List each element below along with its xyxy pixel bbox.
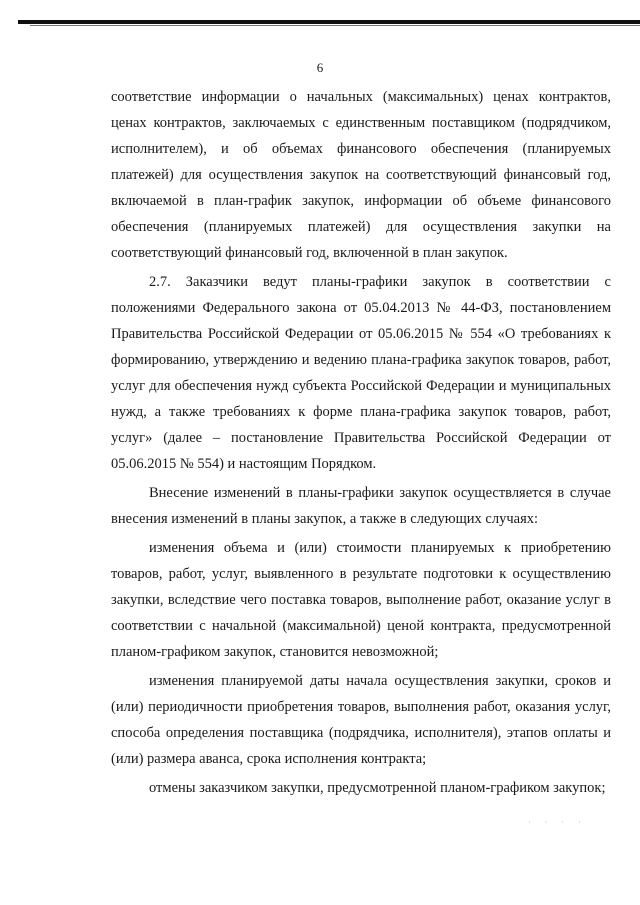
scan-noise: · · · · xyxy=(528,818,587,827)
document-body xyxy=(111,84,611,801)
scan-top-edge xyxy=(18,20,640,24)
paragraph-cancellation: отмены заказчиком закупки, предусмотренной планом-графиком закупок; xyxy=(149,780,606,796)
paragraph-amendments: Внесение изменений в планы-графики закупок осуществляется в случае внесения изменений в планы закупок, а также в следующих случаях: xyxy=(111,485,611,527)
paragraph-date-change: изменения планируемой даты начала осуществления закупки, сроков и (или) периодичности приобретения товаров, выполнения работ, оказания услуг, способа определения поставщика (подрядчика, исполнителя), этапов оплаты и (или) размера аванса, срока исполнения контракта; xyxy=(111,673,611,767)
paragraph-volume-change: изменения объема и (или) стоимости планируемых к приобретению товаров, работ, услуг, выявленного в результате подготовки к осуществлению закупки, вследствие чего поставка товаров, выполнение работ, оказание услуг в соответствии с начальной (максимальной) ценой контракта, предусмотренной планом-графиком закупок, становится невозможной; xyxy=(111,540,611,660)
scan-edge-shadow xyxy=(30,25,640,26)
paragraph-financing-info: соответствие информации о начальных (максимальных) ценах контрактов, ценах контрактов, заключаемых с единственным поставщиком (подрядчиком, исполнителем), и об объемах финансового обеспечения (планируемых платежей) для осуществления закупок на соответствующий финансовый год, включаемой в план-график закупок, информации об объеме финансового обеспечения (планируемых платежей) для осуществления закупки на соответствующий финансовый год, включенной в план закупок. xyxy=(111,89,611,261)
page-number: 6 xyxy=(316,60,324,75)
paragraph-2-7: 2.7. Заказчики ведут планы-графики закупок в соответствии с положениями Федерального закона от 05.04.2013 № 44-ФЗ, постановлением Правительства Российской Федерации от 05.06.2015 № 554 «О требованиях к формированию, утверждению и ведению плана-графика закупок товаров, работ, услуг для обеспечения нужд субъекта Российской Федерации и муниципальных нужд, а также требованиях к форме плана-графика закупок товаров, работ, услуг» (далее – постановление Правительства Российской Федерации от 05.06.2015 № 554) и настоящим Порядком. xyxy=(111,274,611,472)
